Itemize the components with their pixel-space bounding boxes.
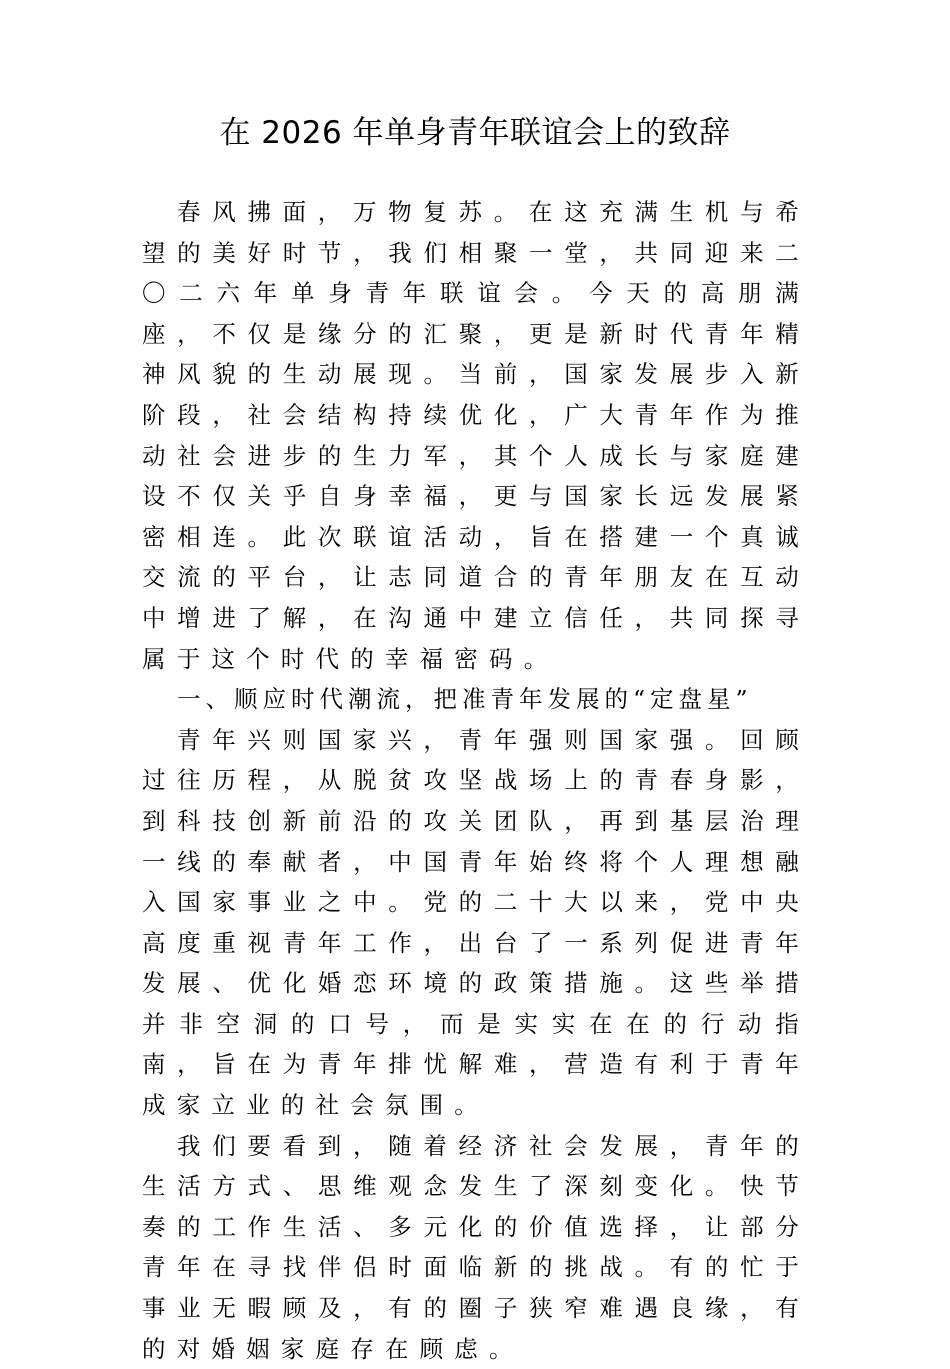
section-heading-1: 一、顺应时代潮流，把准青年发展的“定盘星” xyxy=(177,685,753,714)
paragraph-intro: 春风拂面，万物复苏。在这充满生机与希望的美好时节，我们相聚一堂，共同迎来二〇二六年单身青年联谊会。今天的高朋满座，不仅是缘分的汇聚，更是新时代青年精神风貌的生动展现。当前，国家发展步入新阶段，社会结构持续优化，广大青年作为推动社会进步的生力军，其个人成长与家庭建设不仅关乎自身幸福，更与国家长远发展紧密相连。此次联谊活动，旨在搭建一个真诚交流的平台，让志同道合的青年朋友在互动中增进了解，在沟通中建立信任，共同探寻属于这个时代的幸福密码。 xyxy=(142,198,810,673)
document-body xyxy=(142,192,810,1369)
paragraph-challenges: 我们要看到，随着经济社会发展，青年的生活方式、思维观念发生了深刻变化。快节奏的工作生活、多元化的价值选择，让部分青年在寻找伴侣时面临新的挑战。有的忙于事业无暇顾及，有的圈子狭窄难遇良缘，有的对婚姻家庭存在顾虑。 xyxy=(142,1131,810,1363)
paragraph-youth-development: 青年兴则国家兴，青年强则国家强。回顾过往历程，从脱贫攻坚战场上的青春身影，到科技创新前沿的攻关团队，再到基层治理一线的奉献者，中国青年始终将个人理想融入国家事业之中。党的二十大以来，党中央高度重视青年工作，出台了一系列促进青年发展、优化婚恋环境的政策措施。这些举措并非空洞的口号，而是实实在在的行动指南，旨在为青年排忧解难，营造有利于青年成家立业的社会氛围。 xyxy=(142,725,810,1120)
document-title: 在 2026 年单身青年联谊会上的致辞 xyxy=(219,115,731,151)
